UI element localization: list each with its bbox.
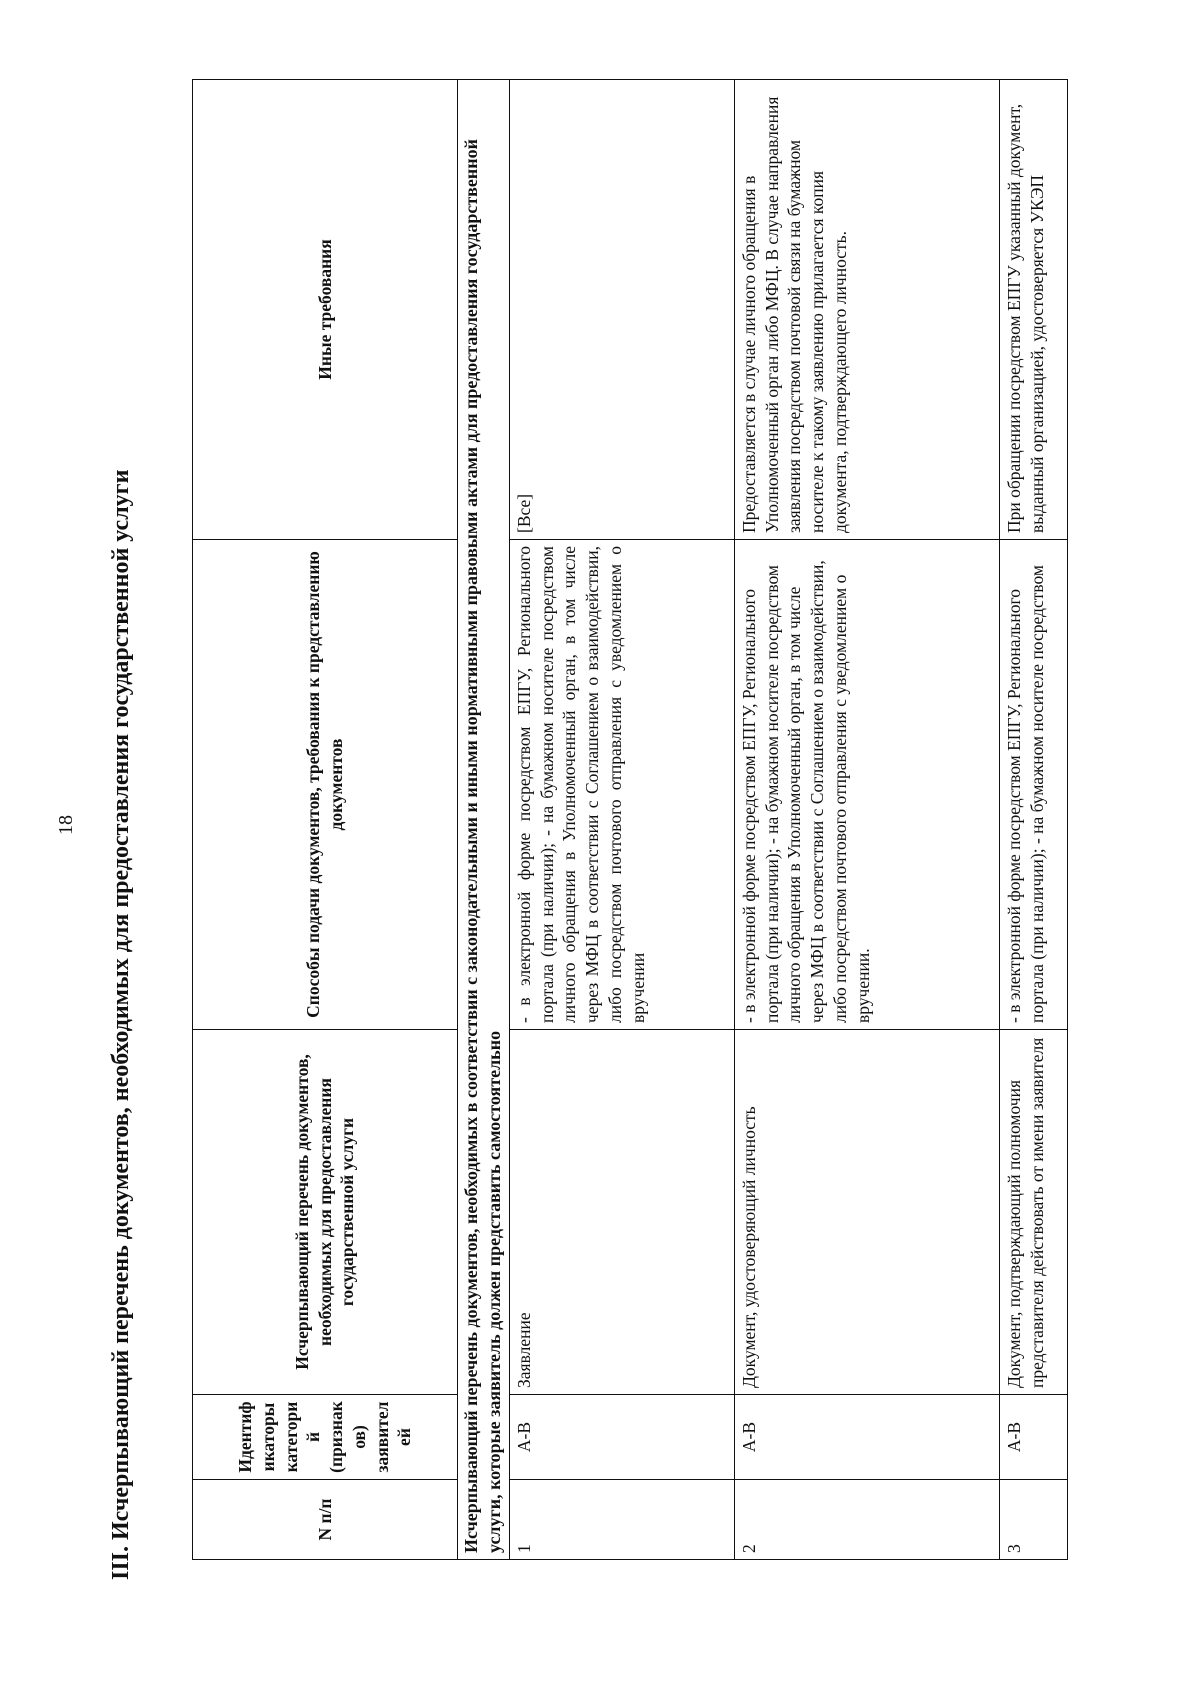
header-other: Иные требования (193, 80, 458, 540)
row-category-text: А-В (1003, 1421, 1024, 1453)
page-number: 18 (55, 815, 77, 835)
documents-table-container (192, 80, 1067, 1560)
row-other: [Все] (509, 80, 734, 540)
table-header-row (193, 80, 458, 1560)
table-row (509, 80, 734, 1560)
row-document: Заявление (509, 1030, 734, 1395)
header-num: N п/п (193, 1480, 458, 1560)
section-row (458, 80, 510, 1560)
row-other (999, 80, 1067, 540)
header-category: Идентиф икаторы категори й (признак ов) заявител ей (193, 1395, 458, 1480)
row-document: Документ, удостоверяющий личность (734, 1030, 999, 1395)
row-method (999, 540, 1067, 1030)
header-document: Исчерпывающий перечень документов, необходимых для предоставления государственной услуги (193, 1030, 458, 1395)
row-category (999, 1395, 1067, 1480)
section-heading: Исчерпывающий перечень документов, необходимых в соответствии с законодательными и иными нормативными правовыми актами для предоставления государственной услуги, которые заявитель должен представить самостоятельно (458, 80, 510, 1560)
row-num (999, 1480, 1067, 1560)
row-category: А-В (509, 1395, 734, 1480)
row-method: - в электронной форме посредством ЕПГУ, Регионального портала (при наличии); - на бумажном носителе посредством личного обращения в Уполномоченный орган, в том числе через МФЦ в соответствии с Соглашением о взаимодействии, либо посредством почтового отправления с уведомлением о вручении. (734, 540, 999, 1030)
row-document (999, 1030, 1067, 1395)
header-method: Способы подачи документов, требования к представлению документов (193, 540, 458, 1030)
row-other: Предоставляется в случае личного обращения в Уполномоченный орган либо МФЦ. В случае направления заявления посредством почтовой связи на бумажном носителе к такому заявлению прилагается копия документа, подтверждающего личность. (734, 80, 999, 540)
row-num-text: 3 (1003, 1544, 1024, 1553)
row-category: А-В (734, 1395, 999, 1480)
row-other-text: При обращении посредством ЕПГУ указанный документ, выданный организацией, удостоверяется УКЭП (1003, 103, 1047, 533)
row-method: - в электронной форме посредством ЕПГУ, Регионального портала (при наличии); - на бумажном носителе посредством личного обращения в Уполномоченный орган, в том числе через МФЦ в соответствии с Соглашением о взаимодействии, либо посредством почтового отправления с уведомлением о вручении (509, 540, 734, 1030)
table-row (999, 80, 1067, 1560)
row-num: 2 (734, 1480, 999, 1560)
documents-table (192, 79, 1068, 1560)
row-num: 1 (509, 1480, 734, 1560)
row-document-text: Документ, подтверждающий полномочия представителя действовать от имени заявителя (1003, 1037, 1047, 1388)
table-row (734, 80, 999, 1560)
page-title: III. Исчерпывающий перечень документов, необходимых для предоставления государственной услуги (108, 469, 134, 1580)
row-method-text: - в электронной форме посредством ЕПГУ, Регионального портала (при наличии); - на бумажном носителе посредством (1003, 565, 1047, 1023)
